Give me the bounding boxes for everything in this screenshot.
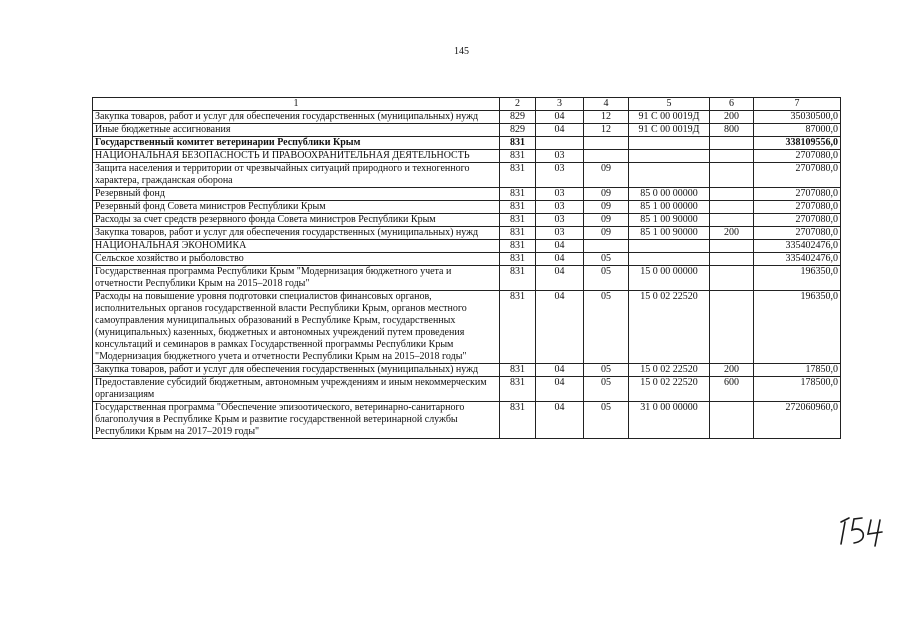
cell-expense-type — [710, 163, 754, 188]
table-body — [93, 111, 841, 439]
table-row — [93, 291, 841, 364]
cell-expense-type — [710, 188, 754, 201]
table-row — [93, 137, 841, 150]
table-header-row — [93, 98, 841, 111]
table-row — [93, 111, 841, 124]
table-row — [93, 150, 841, 163]
handwritten-page-number — [838, 512, 888, 548]
cell-target-article — [629, 253, 710, 266]
cell-section: 04 — [536, 253, 584, 266]
row-description: НАЦИОНАЛЬНАЯ БЕЗОПАСНОСТЬ И ПРАВООХРАНИТЕЛЬНАЯ ДЕЯТЕЛЬНОСТЬ — [93, 150, 500, 163]
table-row — [93, 253, 841, 266]
cell-subsection: 05 — [584, 364, 629, 377]
row-description: Государственный комитет ветеринарии Республики Крым — [93, 137, 500, 150]
cell-amount: 2707080,0 — [754, 163, 841, 188]
cell-admin-code: 831 — [500, 240, 536, 253]
cell-expense-type: 600 — [710, 377, 754, 402]
cell-section: 03 — [536, 188, 584, 201]
row-description: Резервный фонд Совета министров Республики Крым — [93, 201, 500, 214]
cell-admin-code: 831 — [500, 150, 536, 163]
cell-target-article: 15 0 02 22520 — [629, 364, 710, 377]
cell-target-article — [629, 163, 710, 188]
row-description: Иные бюджетные ассигнования — [93, 124, 500, 137]
cell-subsection: 05 — [584, 253, 629, 266]
cell-subsection: 12 — [584, 111, 629, 124]
cell-section: 04 — [536, 124, 584, 137]
cell-amount: 2707080,0 — [754, 227, 841, 240]
row-description: Резервный фонд — [93, 188, 500, 201]
cell-expense-type: 200 — [710, 111, 754, 124]
cell-target-article — [629, 137, 710, 150]
row-description: НАЦИОНАЛЬНАЯ ЭКОНОМИКА — [93, 240, 500, 253]
cell-amount: 2707080,0 — [754, 201, 841, 214]
cell-target-article: 85 1 00 00000 — [629, 201, 710, 214]
cell-expense-type — [710, 291, 754, 364]
cell-expense-type: 200 — [710, 227, 754, 240]
cell-admin-code: 829 — [500, 111, 536, 124]
cell-amount: 87000,0 — [754, 124, 841, 137]
table-row — [93, 227, 841, 240]
cell-section: 04 — [536, 291, 584, 364]
cell-section: 04 — [536, 266, 584, 291]
cell-section: 03 — [536, 163, 584, 188]
cell-admin-code: 831 — [500, 201, 536, 214]
row-description: Расходы за счет средств резервного фонда Совета министров Республики Крым — [93, 214, 500, 227]
table-row — [93, 377, 841, 402]
table-row — [93, 163, 841, 188]
header-cell: 5 — [629, 98, 710, 111]
cell-amount: 196350,0 — [754, 291, 841, 364]
table-row — [93, 266, 841, 291]
header-cell: 7 — [754, 98, 841, 111]
cell-amount: 196350,0 — [754, 266, 841, 291]
cell-subsection: 05 — [584, 266, 629, 291]
cell-target-article: 31 0 00 00000 — [629, 402, 710, 439]
header-cell: 2 — [500, 98, 536, 111]
table-row — [93, 201, 841, 214]
table-row — [93, 402, 841, 439]
row-description: Закупка товаров, работ и услуг для обеспечения государственных (муниципальных) нужд — [93, 364, 500, 377]
cell-subsection — [584, 150, 629, 163]
row-description: Расходы на повышение уровня подготовки специалистов финансовых органов, исполнительных органов государственной власти Республики Крым, органов местного самоуправления муниципальных образований в Республике Крым, государственных (муниципальных) казенных, бюджетных и автономных учреждений путем проведения консультаций и семинаров в рамках Государственной программы Республики Крым "Модернизация бюджетного учета и отчетности Республики Крым на 2015–2018 годы" — [93, 291, 500, 364]
cell-amount: 2707080,0 — [754, 150, 841, 163]
cell-amount: 2707080,0 — [754, 188, 841, 201]
cell-admin-code: 831 — [500, 291, 536, 364]
cell-target-article: 15 0 00 00000 — [629, 266, 710, 291]
cell-subsection: 05 — [584, 291, 629, 364]
cell-section: 03 — [536, 150, 584, 163]
cell-amount: 335402476,0 — [754, 253, 841, 266]
cell-target-article — [629, 240, 710, 253]
cell-expense-type — [710, 137, 754, 150]
cell-expense-type — [710, 201, 754, 214]
cell-amount: 17850,0 — [754, 364, 841, 377]
cell-subsection: 09 — [584, 214, 629, 227]
cell-subsection — [584, 240, 629, 253]
cell-expense-type — [710, 253, 754, 266]
cell-subsection: 09 — [584, 227, 629, 240]
cell-amount: 338109556,0 — [754, 137, 841, 150]
cell-admin-code: 831 — [500, 163, 536, 188]
cell-target-article: 85 0 00 00000 — [629, 188, 710, 201]
row-description: Предоставление субсидий бюджетным, автономным учреждениям и иным некоммерческим организациям — [93, 377, 500, 402]
cell-section: 04 — [536, 240, 584, 253]
cell-admin-code: 829 — [500, 124, 536, 137]
cell-expense-type — [710, 214, 754, 227]
table-row — [93, 240, 841, 253]
cell-amount: 335402476,0 — [754, 240, 841, 253]
row-description: Закупка товаров, работ и услуг для обеспечения государственных (муниципальных) нужд — [93, 227, 500, 240]
page-number: 145 — [454, 46, 469, 57]
cell-admin-code: 831 — [500, 266, 536, 291]
cell-target-article: 15 0 02 22520 — [629, 291, 710, 364]
cell-admin-code: 831 — [500, 364, 536, 377]
table-row — [93, 124, 841, 137]
row-description: Сельское хозяйство и рыболовство — [93, 253, 500, 266]
cell-expense-type — [710, 150, 754, 163]
cell-subsection: 12 — [584, 124, 629, 137]
cell-amount: 2707080,0 — [754, 214, 841, 227]
cell-section: 04 — [536, 377, 584, 402]
cell-subsection — [584, 137, 629, 150]
row-description: Защита населения и территории от чрезвычайных ситуаций природного и техногенного характера, гражданская оборона — [93, 163, 500, 188]
cell-admin-code: 831 — [500, 227, 536, 240]
row-description: Закупка товаров, работ и услуг для обеспечения государственных (муниципальных) нужд — [93, 111, 500, 124]
header-cell: 6 — [710, 98, 754, 111]
row-description: Государственная программа Республики Крым "Модернизация бюджетного учета и отчетности Республики Крым на 2015–2018 годы" — [93, 266, 500, 291]
cell-amount: 178500,0 — [754, 377, 841, 402]
cell-section: 03 — [536, 227, 584, 240]
cell-expense-type: 800 — [710, 124, 754, 137]
cell-amount: 35030500,0 — [754, 111, 841, 124]
cell-section: 04 — [536, 111, 584, 124]
row-description: Государственная программа "Обеспечение эпизоотического, ветеринарно-санитарного благополучия в Республике Крым и развитие государственной ветеринарной службы Республики Крым на 2017–2019 годы" — [93, 402, 500, 439]
cell-target-article: 91 С 00 0019Д — [629, 124, 710, 137]
header-cell: 1 — [93, 98, 500, 111]
header-cell: 4 — [584, 98, 629, 111]
cell-admin-code: 831 — [500, 377, 536, 402]
cell-target-article: 85 1 00 90000 — [629, 214, 710, 227]
cell-subsection: 09 — [584, 188, 629, 201]
cell-expense-type — [710, 266, 754, 291]
cell-section — [536, 137, 584, 150]
cell-subsection: 05 — [584, 377, 629, 402]
cell-expense-type — [710, 402, 754, 439]
cell-admin-code: 831 — [500, 253, 536, 266]
cell-admin-code: 831 — [500, 188, 536, 201]
cell-admin-code: 831 — [500, 402, 536, 439]
cell-admin-code: 831 — [500, 137, 536, 150]
cell-target-article — [629, 150, 710, 163]
cell-subsection: 09 — [584, 201, 629, 214]
cell-target-article: 91 С 00 0019Д — [629, 111, 710, 124]
cell-expense-type — [710, 240, 754, 253]
cell-expense-type: 200 — [710, 364, 754, 377]
table-row — [93, 188, 841, 201]
cell-amount: 272060960,0 — [754, 402, 841, 439]
budget-table — [92, 97, 841, 439]
cell-target-article: 15 0 02 22520 — [629, 377, 710, 402]
cell-target-article: 85 1 00 90000 — [629, 227, 710, 240]
cell-subsection: 09 — [584, 163, 629, 188]
cell-section: 04 — [536, 364, 584, 377]
table-row — [93, 214, 841, 227]
cell-section: 03 — [536, 214, 584, 227]
cell-admin-code: 831 — [500, 214, 536, 227]
cell-section: 04 — [536, 402, 584, 439]
table-row — [93, 364, 841, 377]
cell-section: 03 — [536, 201, 584, 214]
cell-subsection: 05 — [584, 402, 629, 439]
header-cell: 3 — [536, 98, 584, 111]
